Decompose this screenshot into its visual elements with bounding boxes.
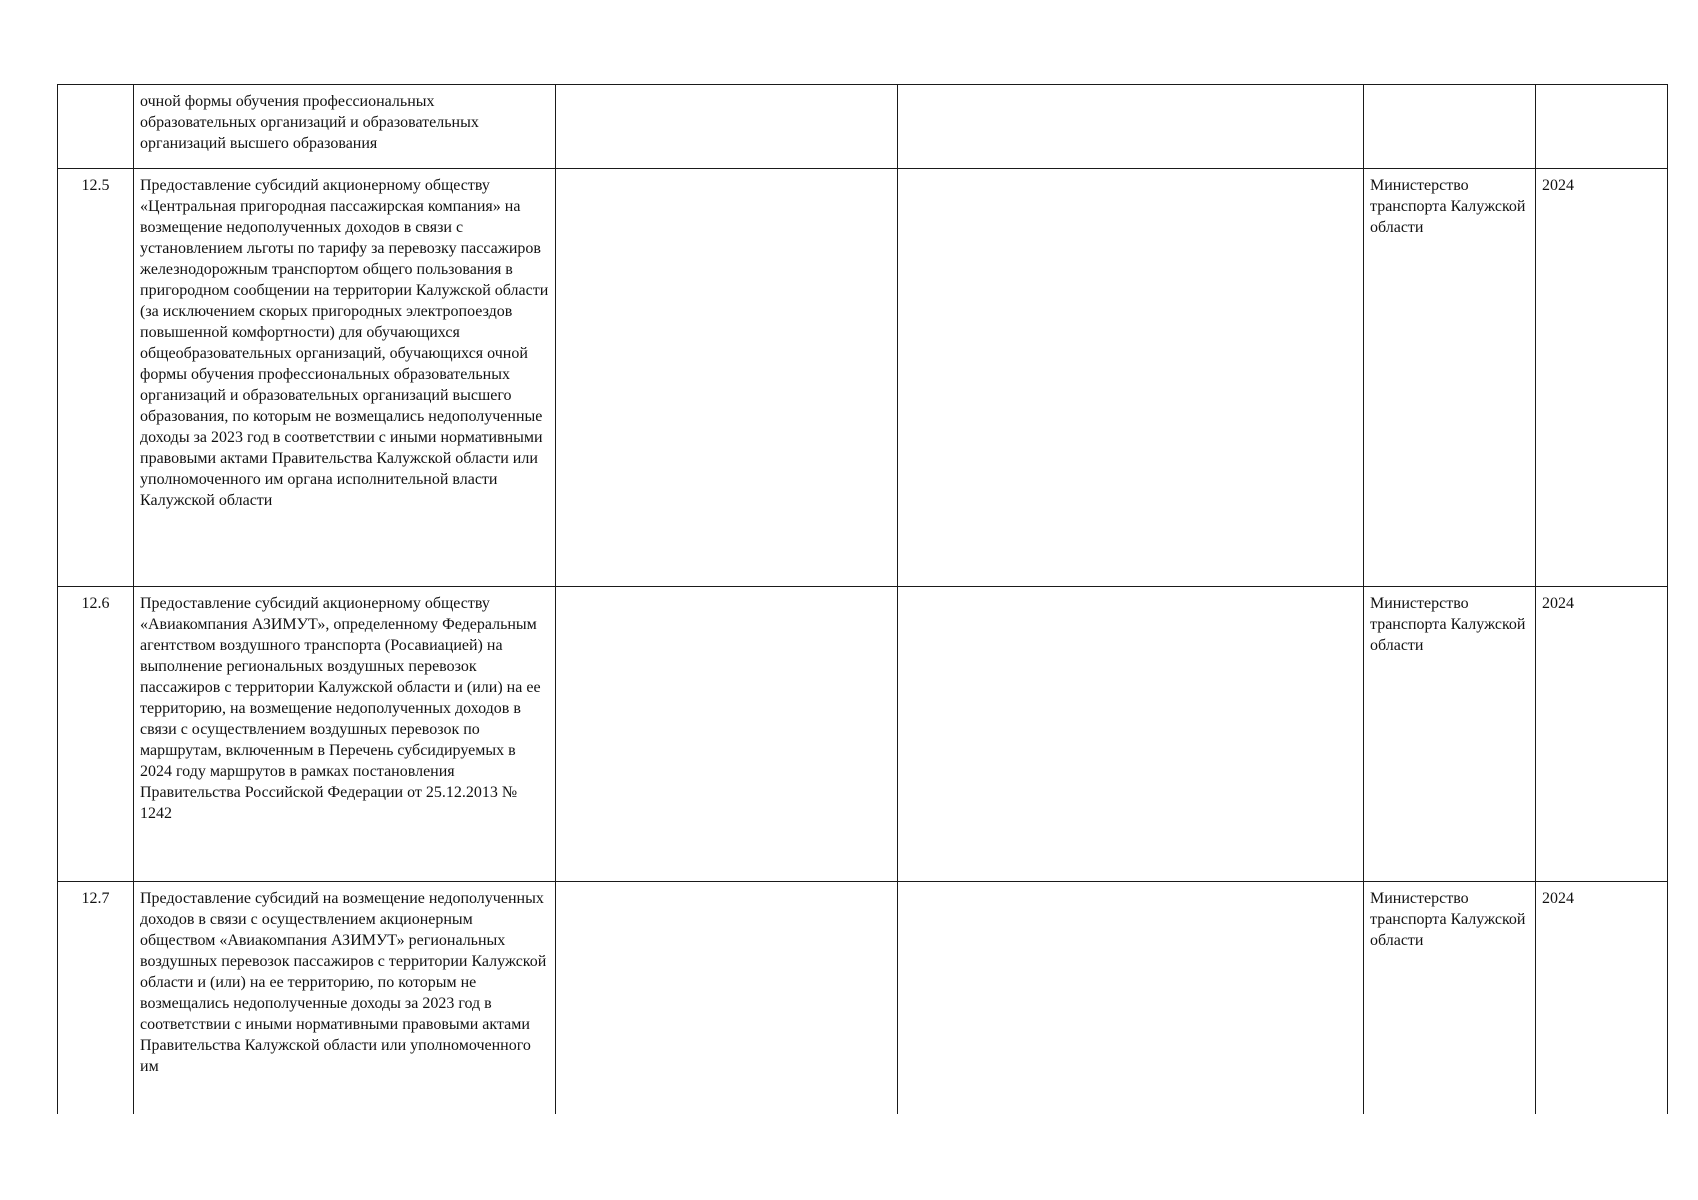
empty-cell [556,587,898,882]
table-row [58,85,1668,169]
table-row [58,882,1668,1114]
empty-cell [556,882,898,1114]
row-description: Предоставление субсидий акционерному обществу «Авиакомпания АЗИМУТ», определенному Федеральным агентством воздушного транспорта (Росавиацией) на выполнение региональных воздушных перевозок пассажиров с территории Калужской области и (или) на ее территорию, на возмещение недополученных доходов в связи с осуществлением воздушных перевозок по маршрутам, включенным в Перечень субсидируемых в 2024 году маршрутов в рамках постановления Правительства Российской Федерации от 25.12.2013 № 1242 [134,587,556,882]
measures-table [57,84,1668,1114]
row-description: Предоставление субсидий акционерному обществу «Центральная пригородная пассажирская компания» на возмещение недополученных доходов в связи с установлением льготы по тарифу за перевозку пассажиров железнодорожным транспортом общего пользования в пригородном сообщении на территории Калужской области (за исключением скорых пригородных электропоездов повышенной комфортности) для обучающихся общеобразовательных организаций, обучающихся очной формы обучения профессиональных образовательных организаций и образовательных организаций высшего образования, по которым не возмещались недополученные доходы за 2023 год в соответствии с иными нормативными правовыми актами Правительства Калужской области или уполномоченного им органа исполнительной власти Калужской области [134,169,556,587]
row-description: Предоставление субсидий на возмещение недополученных доходов в связи с осуществлением акционерным обществом «Авиакомпания АЗИМУТ» региональных воздушных перевозок пассажиров с территории Калужской области и (или) на ее территорию, по которым не возмещались недополученные доходы за 2023 год в соответствии с иными нормативными правовыми актами Правительства Калужской области или уполномоченного им [134,882,556,1114]
row-executor: Министерство транспорта Калужской области [1364,882,1536,1114]
row-number: 12.5 [58,169,134,587]
row-year [1536,85,1668,169]
empty-cell [898,882,1364,1114]
row-year: 2024 [1536,169,1668,587]
table-row [58,169,1668,587]
row-executor: Министерство транспорта Калужской области [1364,587,1536,882]
row-year: 2024 [1536,587,1668,882]
row-number [58,85,134,169]
empty-cell [898,85,1364,169]
row-executor: Министерство транспорта Калужской области [1364,169,1536,587]
row-description: очной формы обучения профессиональных образовательных организаций и образовательных организаций высшего образования [134,85,556,169]
row-executor [1364,85,1536,169]
empty-cell [898,169,1364,587]
table-row [58,587,1668,882]
empty-cell [556,169,898,587]
empty-cell [898,587,1364,882]
empty-cell [556,85,898,169]
row-number: 12.7 [58,882,134,1114]
row-number: 12.6 [58,587,134,882]
row-year: 2024 [1536,882,1668,1114]
